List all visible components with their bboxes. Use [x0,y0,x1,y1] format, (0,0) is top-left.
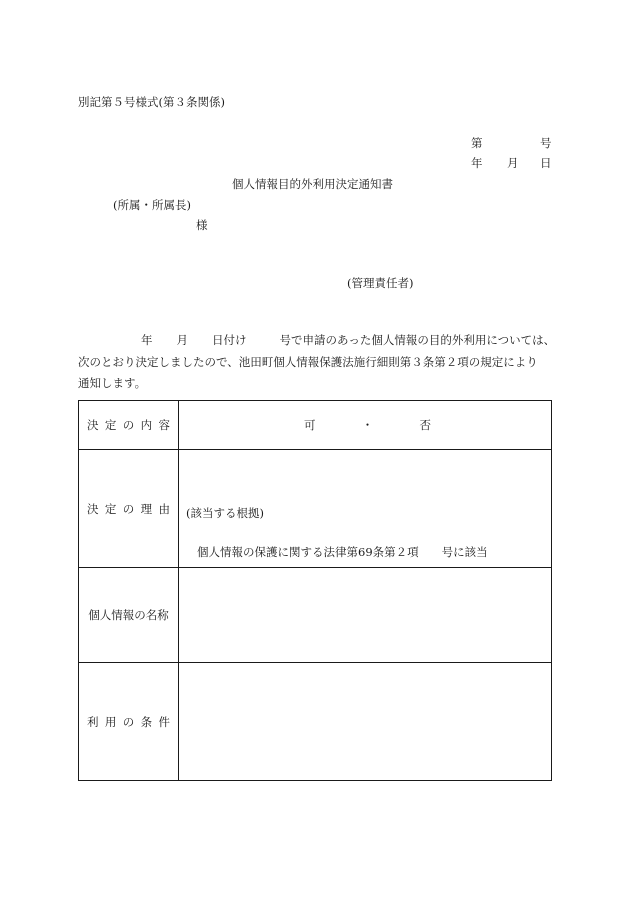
body-date-label: 日付け [212,333,247,347]
label-decision-content: 決 定 の 内 容 [79,401,179,450]
number-prefix: 第 [471,136,483,150]
table-row-usage-conditions [79,663,552,781]
label-info-name: 個人情報の名称 [79,568,179,663]
label-usage-conditions: 利 用 の 条 件 [79,663,179,781]
decision-value-cell [179,401,552,450]
body-line-1 [78,335,555,347]
reason-heading: (該当する根拠) [186,506,264,520]
reason-value-cell [179,450,552,568]
document-title: 個人情報目的外利用決定通知書 [232,177,393,191]
body-line-2: 次のとおり決定しましたので、池田町個人情報保護法施行細則第３条第２項の規定により [78,355,538,369]
form-reference: 別記第５号様式(第３条関係) [78,95,225,109]
table-row-info-name [79,568,552,663]
body-line-1-text: 号で申請のあった個人情報の目的外利用については、 [279,333,556,347]
label-decision-reason: 決 定 の 理 由 [79,450,179,568]
deny-option: 否 [419,418,431,432]
addressee-affiliation: (所属・所属長) [113,198,191,212]
number-suffix: 号 [540,136,552,150]
issuer-label: (管理責任者) [347,276,414,290]
info-name-value-cell [179,568,552,663]
reason-text: 個人情報の保護に関する法律第69条第２項 号に該当 [197,545,488,559]
date-day: 日 [540,156,552,170]
option-separator: ・ [361,418,374,432]
date-year: 年 [471,156,483,170]
usage-conditions-value-cell [179,663,552,781]
body-year: 年 [141,333,153,347]
date-month: 月 [507,156,519,170]
addressee-honorific: 様 [196,218,208,232]
table-row-decision-reason [79,450,552,568]
approve-option: 可 [304,418,316,432]
body-month: 月 [176,333,188,347]
decision-table [78,400,552,781]
body-line-3: 通知します。 [78,376,147,390]
table-row-decision-content [79,401,552,450]
